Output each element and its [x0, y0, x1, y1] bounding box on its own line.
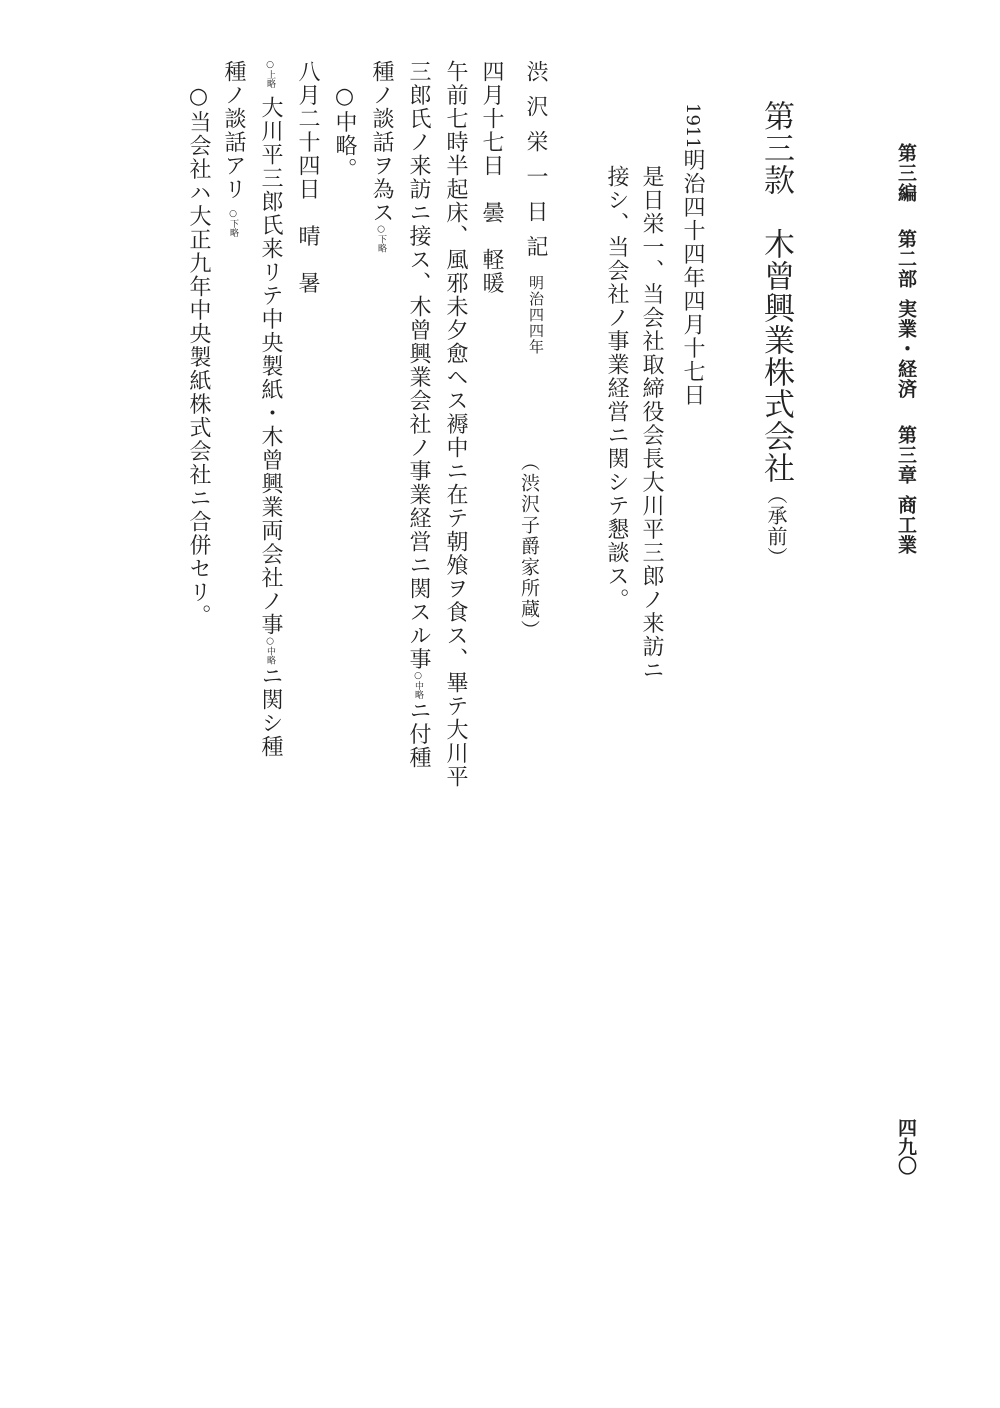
header-division: 第二部 [895, 229, 917, 289]
diary-title: 渋沢栄一日記 [523, 60, 548, 270]
diary-line [407, 60, 429, 770]
diary-text: 大川平三郎氏来リテ中央製紙・木曾興業両会社ノ事 [258, 96, 283, 637]
diary-text: ニ関シ種 [258, 664, 283, 759]
diary-text: 種ノ談話ヲ為ス [369, 60, 394, 225]
page-number: 四九〇 [895, 1118, 917, 1175]
section-continued: （承前） [764, 484, 788, 568]
diary-year: 明治四四年 [527, 275, 545, 355]
section-title: 第三款 木曾興業株式会社 [758, 100, 794, 484]
diary-line [259, 60, 281, 759]
running-head [896, 143, 915, 555]
diary-text: 種ノ談話アリ [221, 60, 246, 201]
diary-line: 四月十七日 曇 軽暖 [479, 60, 504, 295]
header-chapter: 第三章 [895, 425, 917, 485]
header-chapter-title: 実業・経済 [895, 299, 917, 399]
omission-mark: ○中略 [265, 636, 275, 665]
editorial-note: ○当会社ハ大正九年中央製紙株式会社ニ合併セリ。 [186, 84, 211, 628]
entry-summary-line-2: 接シ、当会社ノ事業経営ニ関シテ懇談ス。 [604, 165, 629, 612]
entry-summary-line-1: 是日栄一、当会社取締役会長大川平三郎ノ来訪ニ [639, 165, 664, 682]
diary-line: 午前七時半起床、風邪未夕愈ヘス褥中ニ在テ朝飧ヲ食ス、畢テ大川平 [443, 60, 468, 789]
entry-date: 明治四十四年四月十七日 [680, 148, 705, 408]
entry-year-ad: 1911 [682, 103, 703, 149]
diary-text: 三郎氏ノ来訪ニ接ス、木曾興業会社ノ事業経営ニ関スル事 [406, 60, 431, 671]
diary-holder: （渋沢子爵家所蔵） [518, 452, 540, 641]
entry-date-line [681, 103, 703, 407]
omission-mark: ○上略 [265, 60, 275, 88]
diary-text: ニ付種 [406, 699, 431, 770]
diary-line: 八月二十四日 晴 暑 [295, 60, 320, 295]
diary-line: ○中略。 [332, 84, 357, 181]
omission-mark: ○中略 [413, 671, 423, 699]
header-chapter-name: 商工業 [895, 495, 917, 555]
diary-line [370, 60, 392, 253]
diary-line [222, 60, 244, 237]
section-heading [758, 100, 794, 568]
header-part: 第三編 [895, 143, 917, 203]
omission-mark: ○下略 [228, 209, 238, 237]
omission-mark: ○下略 [376, 224, 386, 253]
